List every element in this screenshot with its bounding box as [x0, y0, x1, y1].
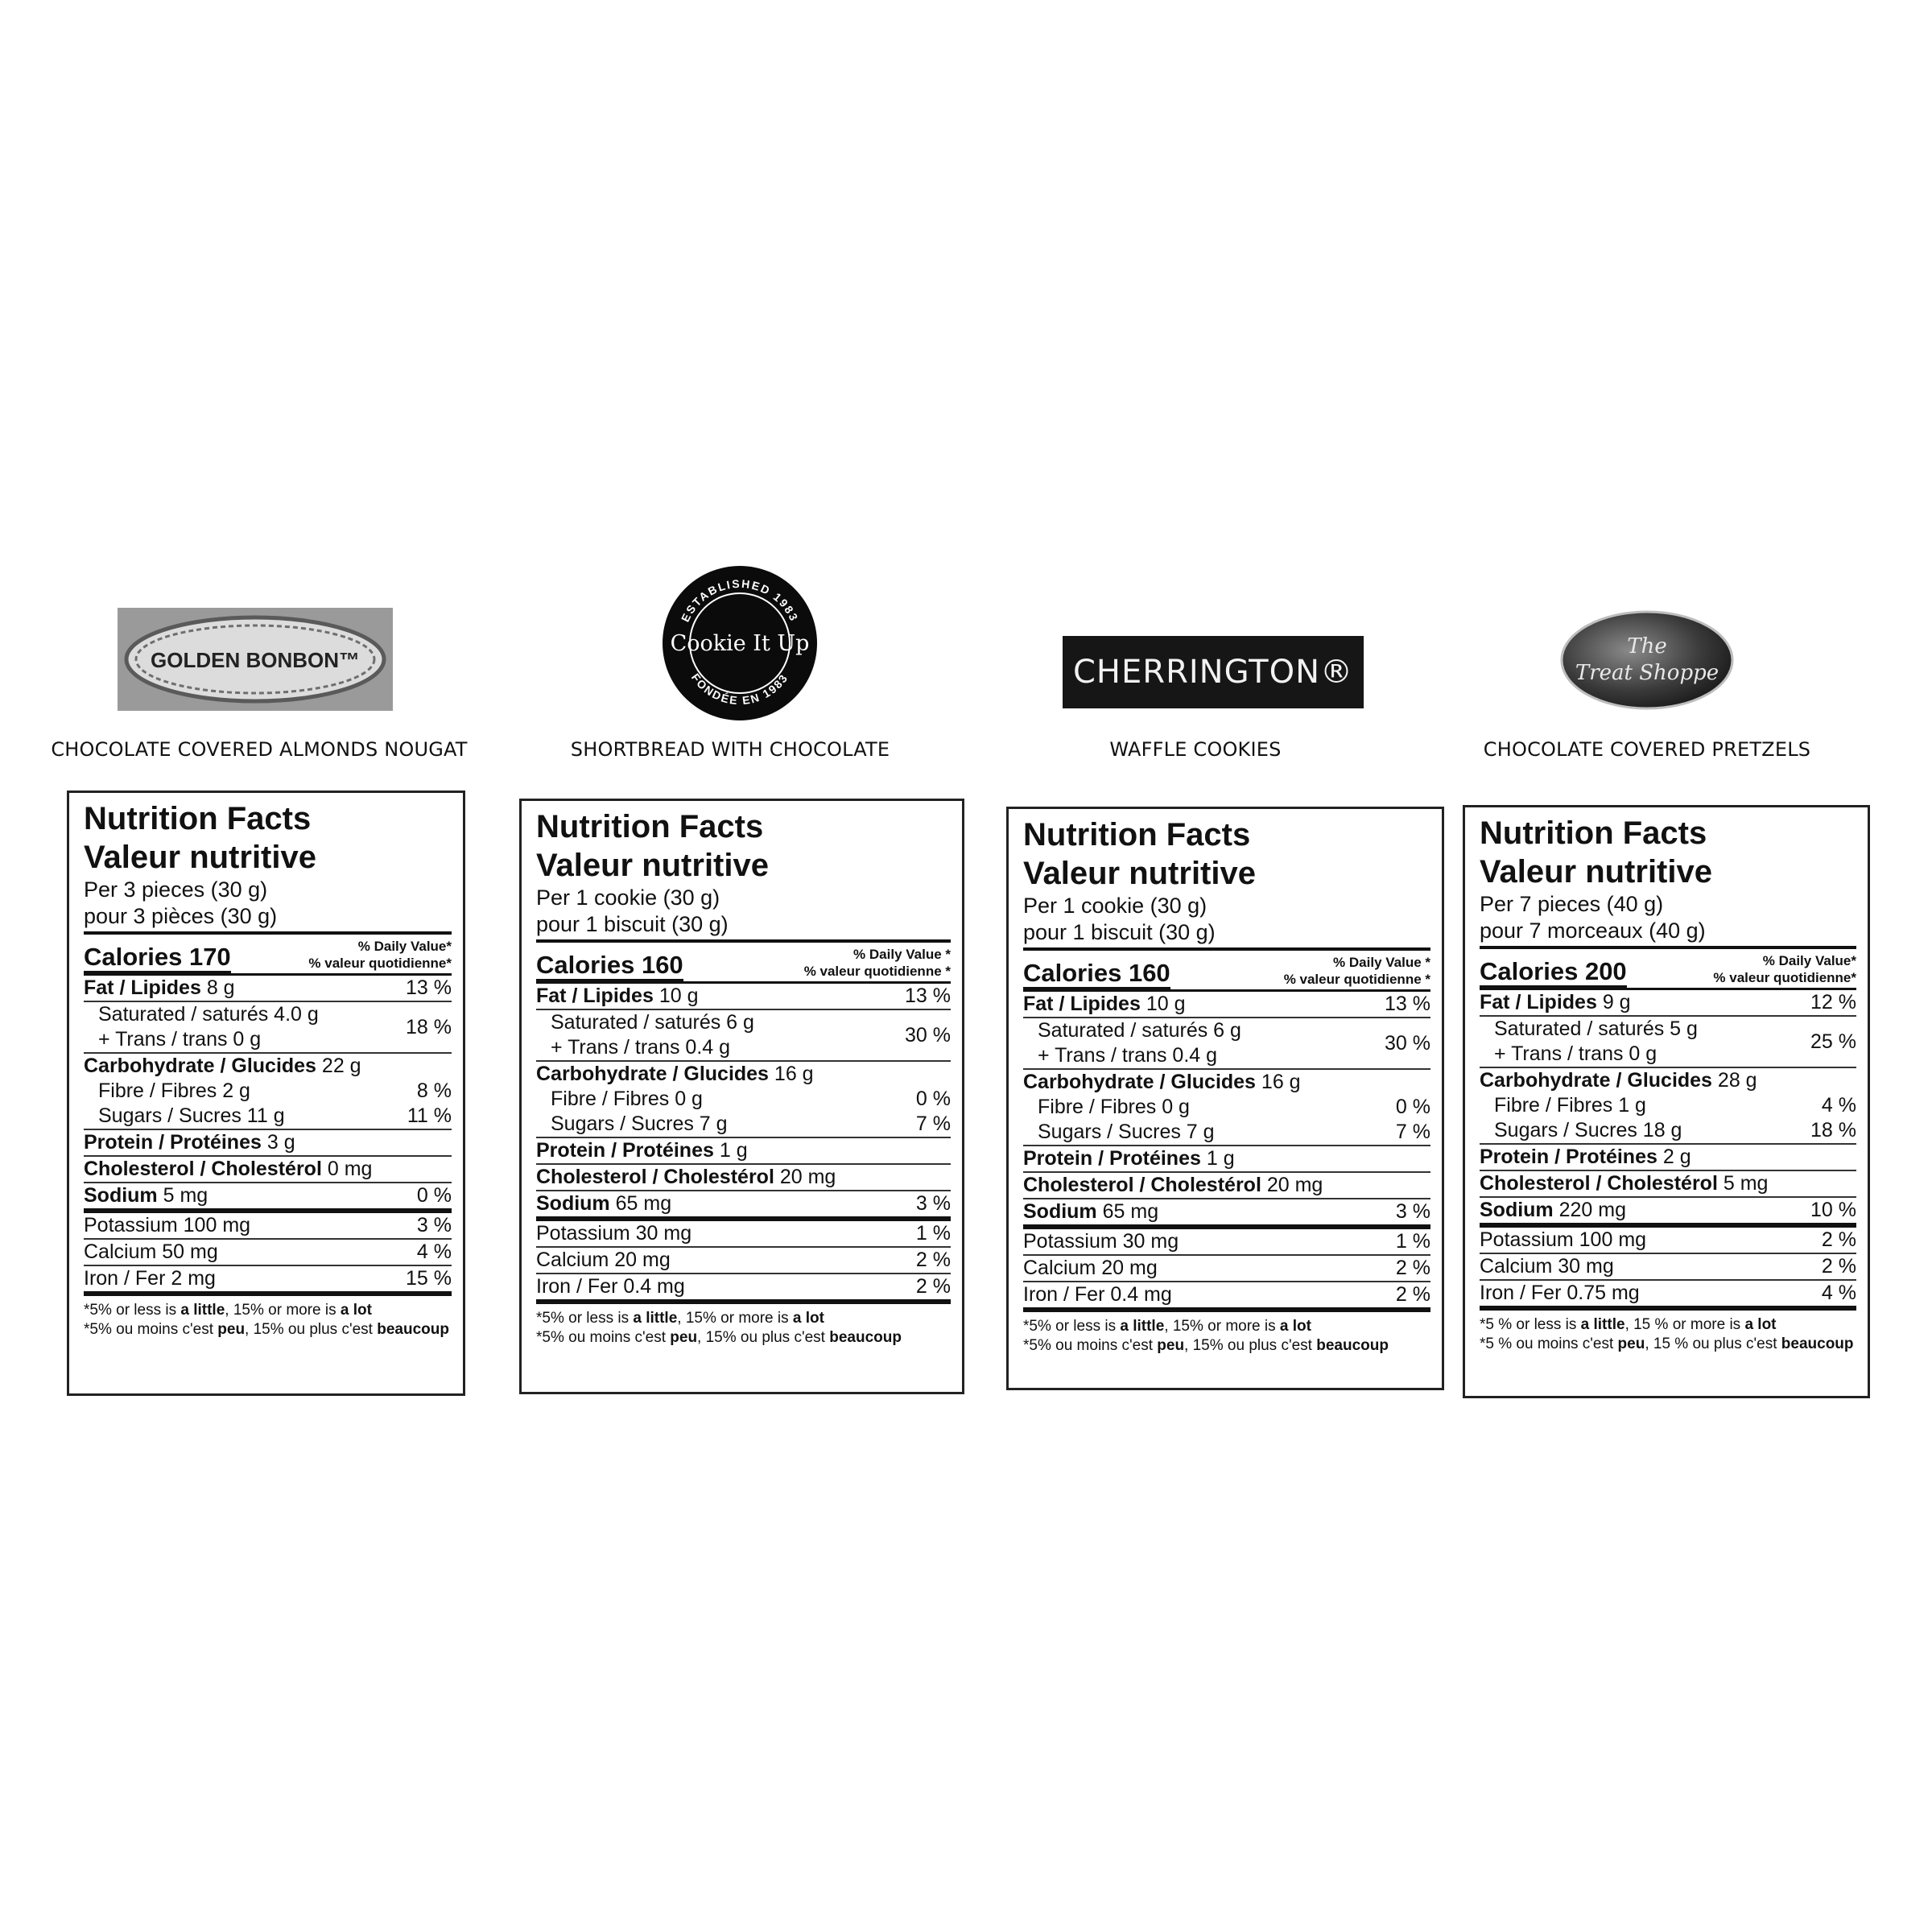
cholesterol-row: Cholesterol / Cholestérol 0 mg [84, 1157, 452, 1183]
serving-en: Per 1 cookie (30 g) [1023, 894, 1208, 918]
calcium-row: Calcium 20 mg 2 % [536, 1248, 951, 1274]
daily-value-header: % Daily Value* % valeur quotidienne* [1713, 953, 1856, 985]
saturated-trans-row: Saturated / saturés 6 g + Trans / trans 0.4 g 30 % [1023, 1018, 1430, 1070]
label-title-en: Nutrition Facts [536, 809, 764, 844]
calories-value: Calories 170 [84, 943, 231, 973]
serving-fr: pour 1 biscuit (30 g) [536, 912, 729, 936]
calories-row [536, 943, 951, 984]
cherrington-logo [1063, 636, 1364, 708]
calories-row [1480, 949, 1856, 990]
label-title-fr: Valeur nutritive [1023, 856, 1256, 891]
calories-row [84, 935, 452, 976]
serving-fr: pour 1 biscuit (30 g) [1023, 920, 1216, 944]
footnote: *5% or less is a little, 15% or more is a lot *5% ou moins c'est peu, 15% ou plus c'est beaucoup [84, 1302, 449, 1338]
footnote: *5 % or less is a little, 15 % or more is a lot *5 % ou moins c'est peu, 15 % ou plus c'est beaucoup [1480, 1316, 1854, 1352]
cookie-it-up-bottom-text: FONDÉE EN 1983 [688, 671, 791, 708]
potassium-row: Potassium 100 mg 3 % [84, 1213, 452, 1240]
carbohydrate-group: Carbohydrate / Glucides 16 g Fibre / Fibres 0 g 0 % Sugars / Sucres 7 g 7 % [1023, 1070, 1430, 1146]
carbohydrate-group: Carbohydrate / Glucides 16 g Fibre / Fibres 0 g 0 % Sugars / Sucres 7 g 7 % [536, 1062, 951, 1138]
nutrition-facts-label-1 [67, 791, 465, 1396]
sodium-row: Sodium 220 mg 10 % [1480, 1198, 1856, 1228]
serving-en: Per 7 pieces (40 g) [1480, 892, 1664, 916]
iron-row: Iron / Fer 0.4 mg 2 % [1023, 1282, 1430, 1312]
sodium-row: Sodium 65 mg 3 % [536, 1191, 951, 1221]
serving-en: Per 3 pieces (30 g) [84, 877, 268, 902]
daily-value-header: % Daily Value * % valeur quotidienne * [803, 947, 951, 979]
saturated-trans-row: Saturated / saturés 4.0 g + Trans / trans 0 g 18 % [84, 1002, 452, 1054]
label-title-fr: Valeur nutritive [84, 840, 316, 875]
saturated-trans-row: Saturated / saturés 6 g + Trans / trans 0.4 g 30 % [536, 1010, 951, 1062]
cookie-it-up-top-text: ESTABLISHED 1983 [678, 576, 802, 625]
golden-bonbon-logo-oval [118, 608, 393, 711]
serving-fr: pour 3 pièces (30 g) [84, 904, 278, 928]
carbohydrate-group: Carbohydrate / Glucides 28 g Fibre / Fibres 1 g 4 % Sugars / Sucres 18 g 18 % [1480, 1068, 1856, 1145]
nutrition-facts-label-4 [1463, 805, 1870, 1398]
iron-row: Iron / Fer 0.75 mg 4 % [1480, 1281, 1856, 1311]
cholesterol-row: Cholesterol / Cholestérol 5 mg [1480, 1171, 1856, 1198]
label-title-fr: Valeur nutritive [536, 848, 769, 883]
fat-row: Fat / Lipides 9 g 12 % [1480, 990, 1856, 1017]
calories-value: Calories 160 [1023, 959, 1170, 989]
product-caption-1: CHOCOLATE COVERED ALMONDS NOUGAT [51, 738, 468, 761]
golden-bonbon-brand-text: GOLDEN BONBON™ [151, 648, 360, 672]
serving-size [1480, 891, 1856, 949]
daily-value-header: % Daily Value * % valeur quotidienne * [1283, 955, 1430, 987]
serving-en: Per 1 cookie (30 g) [536, 886, 720, 910]
fat-row: Fat / Lipides 8 g 13 % [84, 976, 452, 1002]
fat-row: Fat / Lipides 10 g 13 % [1023, 992, 1430, 1018]
product-caption-3: WAFFLE COOKIES [1109, 738, 1282, 761]
protein-row: Protein / Protéines 1 g [536, 1138, 951, 1165]
iron-row: Iron / Fer 0.4 mg 2 % [536, 1274, 951, 1304]
potassium-row: Potassium 30 mg 1 % [1023, 1229, 1430, 1256]
saturated-trans-row: Saturated / saturés 5 g + Trans / trans 0 g 25 % [1480, 1017, 1856, 1068]
label-title-en: Nutrition Facts [1023, 817, 1251, 852]
golden-bonbon-logo [118, 608, 393, 711]
calcium-row: Calcium 20 mg 2 % [1023, 1256, 1430, 1282]
nutrition-facts-label-3 [1006, 807, 1444, 1390]
product-caption-4: CHOCOLATE COVERED PRETZELS [1483, 738, 1811, 761]
treat-shoppe-name-text: Treat Shoppe [1575, 661, 1719, 685]
cookie-it-up-brand-text: Cookie It Up [670, 631, 810, 656]
serving-fr: pour 7 morceaux (40 g) [1480, 919, 1706, 943]
potassium-row: Potassium 30 mg 1 % [536, 1221, 951, 1248]
serving-size [1023, 893, 1430, 951]
sodium-row: Sodium 65 mg 3 % [1023, 1199, 1430, 1229]
calories-value: Calories 160 [536, 951, 683, 981]
cholesterol-row: Cholesterol / Cholestérol 20 mg [1023, 1173, 1430, 1199]
daily-value-header: % Daily Value* % valeur quotidienne* [308, 939, 452, 971]
nutrition-facts-label-2 [519, 799, 964, 1394]
cookie-it-up-logo [660, 564, 819, 723]
protein-row: Protein / Protéines 3 g [84, 1130, 452, 1157]
calcium-row: Calcium 50 mg 4 % [84, 1240, 452, 1266]
cholesterol-row: Cholesterol / Cholestérol 20 mg [536, 1165, 951, 1191]
protein-row: Protein / Protéines 1 g [1023, 1146, 1430, 1173]
serving-size [84, 877, 452, 935]
product-caption-2: SHORTBREAD WITH CHOCOLATE [570, 738, 890, 761]
potassium-row: Potassium 100 mg 2 % [1480, 1228, 1856, 1254]
label-title-en: Nutrition Facts [1480, 815, 1707, 851]
carbohydrate-group: Carbohydrate / Glucides 22 g Fibre / Fibres 2 g 8 % Sugars / Sucres 11 g 11 % [84, 1054, 452, 1130]
treat-shoppe-the-text: The [1627, 634, 1667, 658]
calories-value: Calories 200 [1480, 957, 1627, 988]
calcium-row: Calcium 30 mg 2 % [1480, 1254, 1856, 1281]
protein-row: Protein / Protéines 2 g [1480, 1145, 1856, 1171]
label-title-en: Nutrition Facts [84, 801, 312, 836]
iron-row: Iron / Fer 2 mg 15 % [84, 1266, 452, 1296]
treat-shoppe-logo [1558, 609, 1736, 712]
label-title-fr: Valeur nutritive [1480, 854, 1712, 890]
cherrington-brand-text: CHERRINGTON® [1073, 654, 1353, 691]
serving-size [536, 885, 951, 943]
sodium-row: Sodium 5 mg 0 % [84, 1183, 452, 1213]
footnote: *5% or less is a little, 15% or more is a lot *5% ou moins c'est peu, 15% ou plus c'est beaucoup [1023, 1318, 1389, 1354]
fat-row: Fat / Lipides 10 g 13 % [536, 984, 951, 1010]
calories-row [1023, 951, 1430, 992]
footnote: *5% or less is a little, 15% or more is a lot *5% ou moins c'est peu, 15% ou plus c'est beaucoup [536, 1310, 902, 1346]
